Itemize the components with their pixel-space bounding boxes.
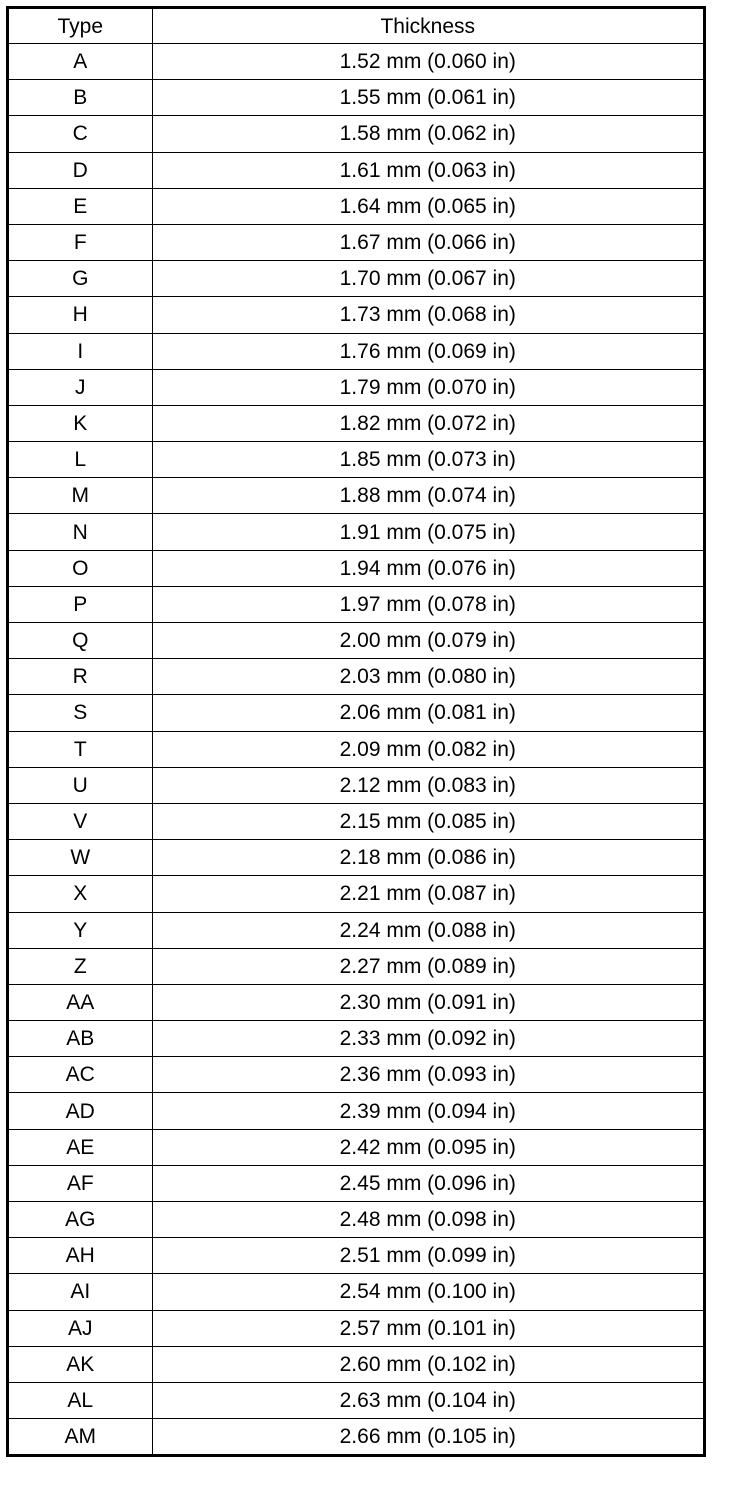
table-row — [9, 1382, 703, 1418]
thickness-cell: 1.76 mm (0.069 in) — [152, 333, 703, 369]
table-row — [9, 478, 703, 514]
thickness-cell: 2.45 mm (0.096 in) — [152, 1165, 703, 1201]
thickness-table-frame — [6, 6, 706, 1457]
type-cell: U — [9, 767, 152, 803]
thickness-cell: 2.54 mm (0.100 in) — [152, 1274, 703, 1310]
type-cell: AB — [9, 1021, 152, 1057]
type-cell: AL — [9, 1382, 152, 1418]
type-cell: G — [9, 261, 152, 297]
thickness-cell: 1.55 mm (0.061 in) — [152, 80, 703, 116]
table-row — [9, 1238, 703, 1274]
type-cell: B — [9, 80, 152, 116]
table-row — [9, 550, 703, 586]
thickness-cell: 1.70 mm (0.067 in) — [152, 261, 703, 297]
table-row — [9, 261, 703, 297]
type-cell: AA — [9, 984, 152, 1020]
thickness-cell: 2.51 mm (0.099 in) — [152, 1238, 703, 1274]
type-cell: N — [9, 514, 152, 550]
thickness-cell: 2.42 mm (0.095 in) — [152, 1129, 703, 1165]
type-cell: W — [9, 840, 152, 876]
type-cell: V — [9, 803, 152, 839]
table-row — [9, 876, 703, 912]
thickness-cell: 1.88 mm (0.074 in) — [152, 478, 703, 514]
type-cell: AD — [9, 1093, 152, 1129]
thickness-cell: 2.12 mm (0.083 in) — [152, 767, 703, 803]
table-row — [9, 297, 703, 333]
type-cell: M — [9, 478, 152, 514]
thickness-cell: 2.27 mm (0.089 in) — [152, 948, 703, 984]
thickness-cell: 1.58 mm (0.062 in) — [152, 116, 703, 152]
table-body — [9, 44, 703, 1455]
table-row — [9, 80, 703, 116]
table-row — [9, 1021, 703, 1057]
table-row — [9, 912, 703, 948]
type-cell: S — [9, 695, 152, 731]
type-cell: J — [9, 369, 152, 405]
type-cell: E — [9, 188, 152, 224]
table-row — [9, 1274, 703, 1310]
type-cell: X — [9, 876, 152, 912]
thickness-cell: 1.91 mm (0.075 in) — [152, 514, 703, 550]
type-cell: D — [9, 152, 152, 188]
thickness-cell: 1.61 mm (0.063 in) — [152, 152, 703, 188]
type-cell: AI — [9, 1274, 152, 1310]
thickness-cell: 2.66 mm (0.105 in) — [152, 1419, 703, 1455]
type-cell: R — [9, 659, 152, 695]
type-cell: L — [9, 442, 152, 478]
type-cell: F — [9, 224, 152, 260]
table-row — [9, 1129, 703, 1165]
type-cell: H — [9, 297, 152, 333]
type-cell: Q — [9, 623, 152, 659]
type-cell: T — [9, 731, 152, 767]
thickness-cell: 2.00 mm (0.079 in) — [152, 623, 703, 659]
type-cell: AM — [9, 1419, 152, 1455]
thickness-cell: 2.39 mm (0.094 in) — [152, 1093, 703, 1129]
type-cell: P — [9, 586, 152, 622]
table-row — [9, 405, 703, 441]
thickness-cell: 1.85 mm (0.073 in) — [152, 442, 703, 478]
table-row — [9, 442, 703, 478]
table-row — [9, 1093, 703, 1129]
thickness-cell: 2.21 mm (0.087 in) — [152, 876, 703, 912]
table-row — [9, 767, 703, 803]
type-cell: AE — [9, 1129, 152, 1165]
table-row — [9, 803, 703, 839]
type-cell: K — [9, 405, 152, 441]
thickness-column-header: Thickness — [152, 9, 703, 44]
thickness-cell: 2.63 mm (0.104 in) — [152, 1382, 703, 1418]
type-cell: A — [9, 44, 152, 80]
table-row — [9, 731, 703, 767]
table-row — [9, 948, 703, 984]
table-row — [9, 1310, 703, 1346]
type-cell: O — [9, 550, 152, 586]
table-row — [9, 623, 703, 659]
thickness-cell: 1.64 mm (0.065 in) — [152, 188, 703, 224]
table-row — [9, 333, 703, 369]
table-row — [9, 116, 703, 152]
table-row — [9, 44, 703, 80]
thickness-cell: 1.52 mm (0.060 in) — [152, 44, 703, 80]
type-cell: Y — [9, 912, 152, 948]
table-row — [9, 188, 703, 224]
type-cell: AH — [9, 1238, 152, 1274]
thickness-cell: 1.94 mm (0.076 in) — [152, 550, 703, 586]
thickness-cell: 2.48 mm (0.098 in) — [152, 1202, 703, 1238]
thickness-cell: 2.57 mm (0.101 in) — [152, 1310, 703, 1346]
thickness-cell: 2.09 mm (0.082 in) — [152, 731, 703, 767]
table-row — [9, 586, 703, 622]
thickness-cell: 2.15 mm (0.085 in) — [152, 803, 703, 839]
thickness-cell: 2.03 mm (0.080 in) — [152, 659, 703, 695]
thickness-cell: 1.73 mm (0.068 in) — [152, 297, 703, 333]
table-row — [9, 514, 703, 550]
thickness-cell: 1.82 mm (0.072 in) — [152, 405, 703, 441]
table-row — [9, 224, 703, 260]
table-row — [9, 1202, 703, 1238]
table-row — [9, 1419, 703, 1455]
table-row — [9, 984, 703, 1020]
header-row — [9, 9, 703, 44]
thickness-cell: 2.06 mm (0.081 in) — [152, 695, 703, 731]
type-cell: AK — [9, 1346, 152, 1382]
thickness-cell: 1.79 mm (0.070 in) — [152, 369, 703, 405]
table-row — [9, 369, 703, 405]
table-row — [9, 1346, 703, 1382]
thickness-cell: 2.36 mm (0.093 in) — [152, 1057, 703, 1093]
thickness-cell: 1.67 mm (0.066 in) — [152, 224, 703, 260]
type-cell: I — [9, 333, 152, 369]
table-row — [9, 659, 703, 695]
type-cell: C — [9, 116, 152, 152]
type-column-header: Type — [9, 9, 152, 44]
type-cell: Z — [9, 948, 152, 984]
table-row — [9, 695, 703, 731]
table-row — [9, 1165, 703, 1201]
type-cell: AC — [9, 1057, 152, 1093]
table-row — [9, 1057, 703, 1093]
thickness-cell: 2.33 mm (0.092 in) — [152, 1021, 703, 1057]
thickness-cell: 2.60 mm (0.102 in) — [152, 1346, 703, 1382]
thickness-cell: 2.24 mm (0.088 in) — [152, 912, 703, 948]
type-cell: AF — [9, 1165, 152, 1201]
thickness-cell: 2.30 mm (0.091 in) — [152, 984, 703, 1020]
thickness-table — [9, 9, 703, 1454]
type-cell: AG — [9, 1202, 152, 1238]
table-row — [9, 840, 703, 876]
thickness-cell: 2.18 mm (0.086 in) — [152, 840, 703, 876]
type-cell: AJ — [9, 1310, 152, 1346]
thickness-cell: 1.97 mm (0.078 in) — [152, 586, 703, 622]
table-row — [9, 152, 703, 188]
